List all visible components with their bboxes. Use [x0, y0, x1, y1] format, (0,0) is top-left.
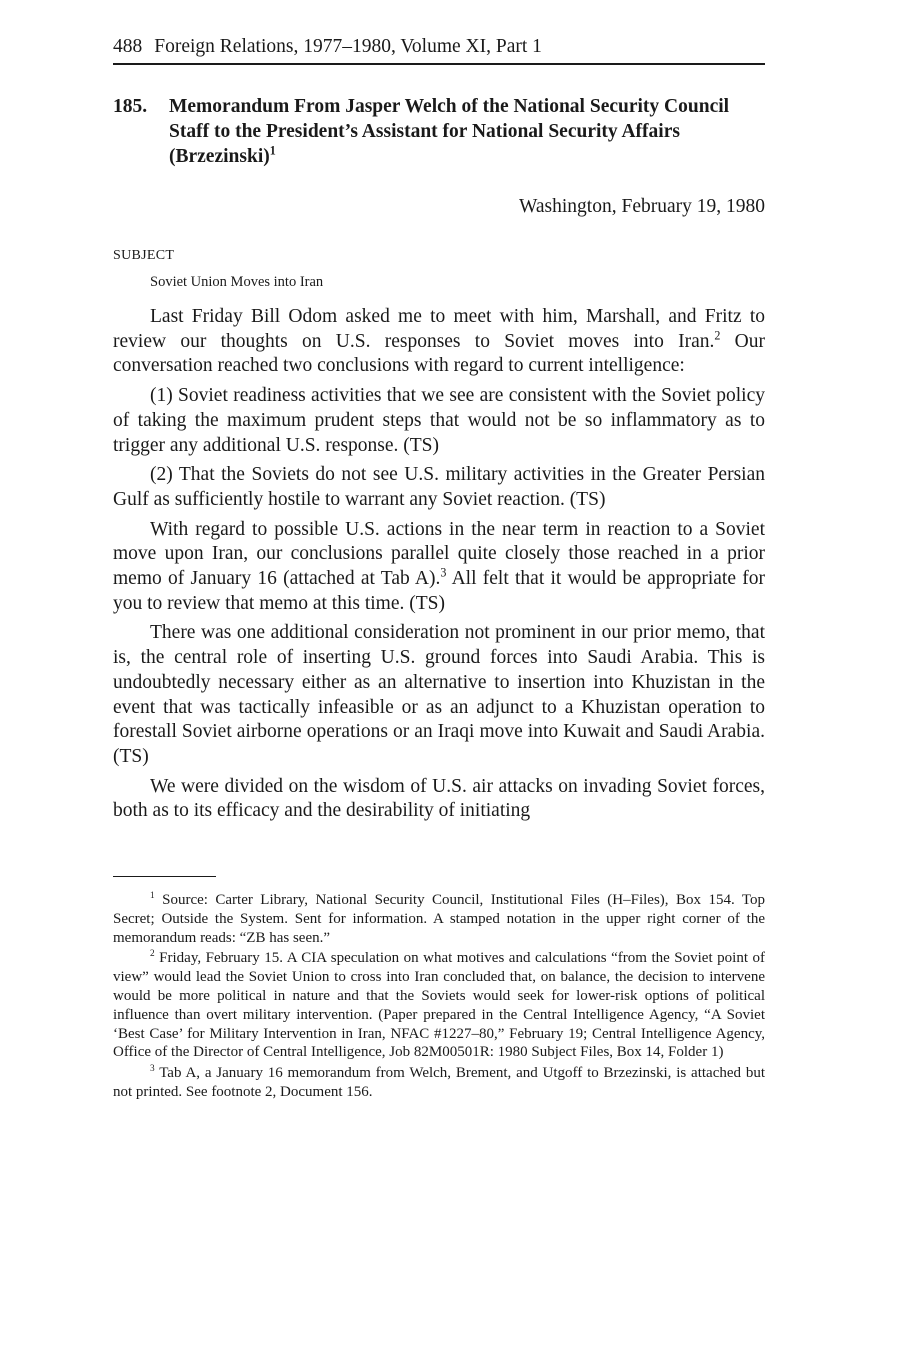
document-title: [169, 94, 765, 169]
dateline: Washington, February 19, 1980: [519, 196, 765, 217]
footnote: [113, 891, 765, 947]
footnotes: [113, 891, 765, 1102]
footnote-text: Friday, February 15. A CIA speculation on what motives and calculations “from the Soviet point of view” would lead the Soviet Union to cross into Iran concluded that, on balance, the decision to intervene would be more political in nature and that the Soviets would seek for lower-risk options of political influence than overt military intervention. (Paper prepared in the Central Intelligence Agency, “A Soviet ‘Best Case’ for Military Intervention in Iran, NFAC #1227–80,” February 19; Central Intelligence Agency, Office of the Director of Central Intelligence, Job 82M00501R: 1980 Subject Files, Box 14, Folder 1): [113, 950, 765, 1061]
footnote-ref-2[interactable]: 2: [714, 328, 721, 343]
footnote-text: Tab A, a January 16 memorandum from Welch, Brement, and Utgoff to Brzezinski, is attached but not printed. See footnote 2, Document 156.: [113, 1065, 765, 1101]
body-paragraph: [113, 305, 765, 379]
body-paragraph: (2) That the Soviets do not see U.S. military activities in the Greater Persian Gulf as sufficiently hostile to warrant any Soviet reaction. (TS): [113, 464, 765, 510]
body-paragraph: We were divided on the wisdom of U.S. air attacks on invading Soviet forces, both as to its efficacy and the desirability of initiating: [113, 775, 765, 822]
running-title: Foreign Relations, 1977–1980, Volume XI, Part 1: [154, 36, 542, 57]
paragraph-text: Last Friday Bill Odom asked me to meet with him, Marshall, and Fritz to review our thoughts on U.S. responses to Soviet moves into Iran.: [113, 306, 765, 352]
footnote-ref-1[interactable]: 1: [269, 143, 276, 158]
document-number: 185.: [113, 96, 148, 117]
footnote-number: 2: [150, 949, 155, 960]
memo-body: [113, 305, 765, 824]
footnote-number: 1: [150, 891, 155, 902]
footnote-text: Source: Carter Library, National Security Council, Institutional Files (H–Files), Box 154. Top Secret; Outside the System. Sent for information. A stamped notation in the upper right corner of the memorandum reads: “ZB has seen.”: [113, 892, 765, 946]
subject-label: SUBJECT: [113, 248, 175, 263]
document-heading: [113, 94, 765, 169]
paragraph-text: Our conversation reached two conclusions with regard to current intelligence:: [113, 330, 765, 377]
footnote-ref-3[interactable]: 3: [440, 565, 447, 580]
footnote: [113, 1064, 765, 1102]
page-number: 488: [113, 36, 143, 57]
subject-text: Soviet Union Moves into Iran: [150, 274, 324, 290]
body-paragraph: (1) Soviet readiness activities that we see are consistent with the Soviet policy of taking the maximum prudent steps that would not be so inflammatory as to trigger any additional U.S. response. (TS): [113, 385, 765, 456]
footnote-number: 3: [150, 1064, 155, 1075]
document-title-text: Memorandum From Jasper Welch of the National Security Council Staff to the President’s Assistant for National Security Affairs (Brzezinski): [169, 96, 730, 167]
paragraph-text: All felt that it would be appropriate for you to review that memo at this time. (TS): [113, 568, 765, 614]
paragraph-text: With regard to possible U.S. actions in the near term in reaction to a Soviet move upon Iran, our conclusions parallel quite closely those reached in a prior memo of January 16 (attached at Tab A).: [113, 518, 765, 590]
body-paragraph: There was one additional consideration not prominent in our prior memo, that is, the central role of inserting U.S. ground forces into Saudi Arabia. This is undoubtedly necessary either as an alternative to insertion into Khuzistan in the event that was tactically infeasible or as an adjunct to a Khuzistan operation to forestall Soviet airborne operations or an Iraqi move into Kuwait and Saudi Arabia. (TS): [113, 622, 765, 767]
body-paragraph: [113, 518, 765, 617]
footnote: [113, 949, 765, 1062]
footnote-divider: [113, 876, 216, 877]
running-header: [113, 36, 765, 65]
document-page: [113, 36, 765, 1104]
